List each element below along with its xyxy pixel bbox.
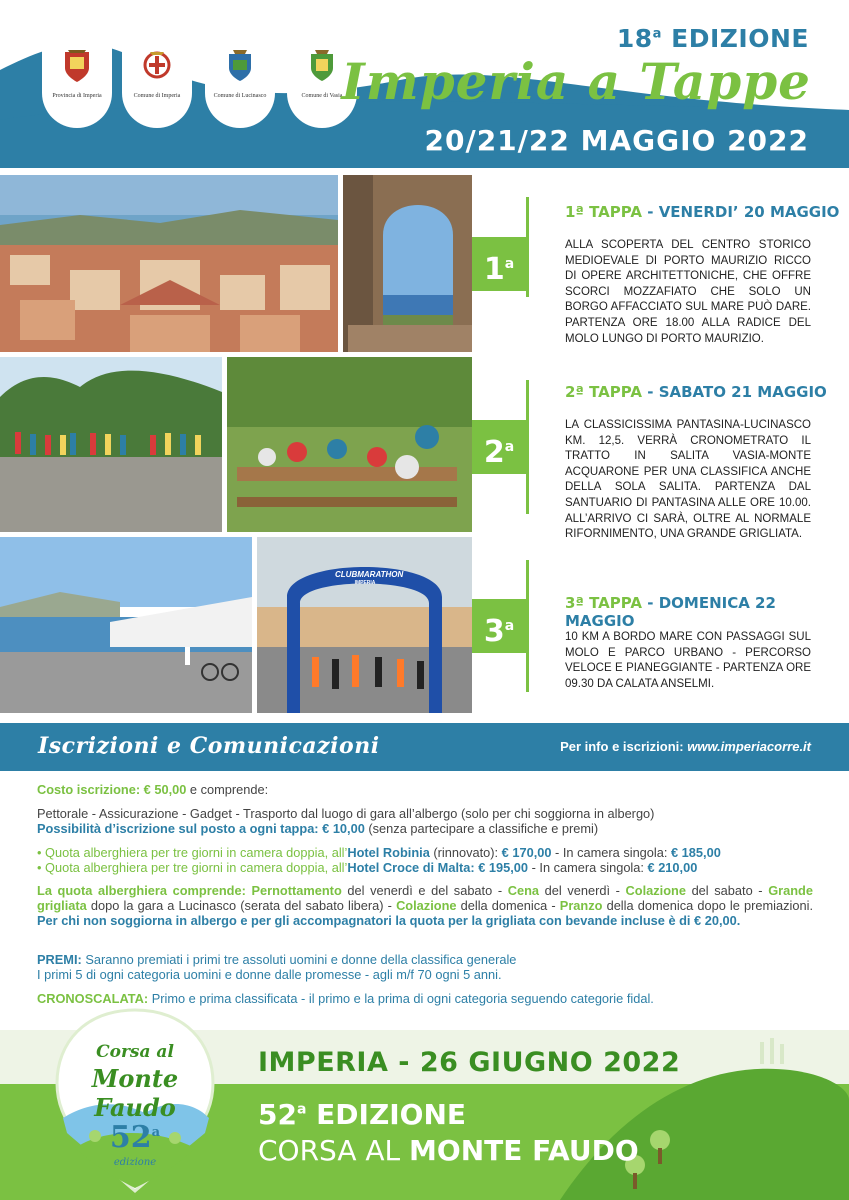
iscrizioni-title: Iscrizioni e Comunicazioni [38, 733, 380, 759]
cronoscalata-line: CRONOSCALATA: Primo e prima classificata - il primo e la prima di ogni categoria seguendo categorie fidal. [37, 991, 654, 1006]
badge-line2: Monte Faudo [91, 1064, 179, 1122]
photo-runners-group [0, 357, 222, 532]
logo-caption: Comune di Vasia [301, 93, 343, 99]
logo-provincia-imperia [42, 38, 112, 128]
badge-number: 52$^a$ [109, 1120, 161, 1155]
edition-label: 18$^a$ EDIZIONE [616, 24, 809, 53]
stage-line [526, 380, 529, 514]
crest-icon [307, 48, 337, 84]
stage-title: 3ª TAPPA - DOMENICA 22 MAGGIO [565, 594, 776, 630]
stage-description: LA CLASSICISSIMA PANTASINA-LUCINASCO KM. 12,5. VERRÀ CRONOMETRATO IL TRATTO IN SALITA VASIA-MONTE ACQUARONE PER UNA CLASSIFICA ANCHE DELLA SOLA SALITA. PARTENZA DAL SANTUARIO DI PANTASINA ALLE ORE 10.00. ALL’ARRIVO CI SARÀ, OLTRE AL NORMALE RIFORNIMENTO, UNA GRANDE GRIGLIATA. [565, 419, 811, 541]
event-title: Imperia a Tappe [341, 52, 811, 111]
info-line: Per info e iscrizioni: www.imperiacorre.it [560, 739, 811, 754]
stage-number: 1$^a$ [472, 237, 526, 291]
crest-icon [142, 48, 172, 84]
iscrizioni-bar [0, 723, 849, 771]
arch-banner-subtext: IMPERIA [354, 580, 376, 586]
stage-number: 3$^a$ [472, 599, 526, 653]
header [0, 0, 849, 168]
stage-title: 1ª TAPPA - VENERDI’ 20 MAGGIO [565, 203, 840, 221]
stage-number: 2$^a$ [472, 420, 526, 474]
badge-subtitle: edizione [113, 1157, 157, 1168]
badge-line1: Corsa al [96, 1042, 174, 1062]
logo-comune-lucinasco [205, 38, 275, 128]
hotel-block: • Quota alberghiera per tre giorni in camera doppia, all’Hotel Robinia (rinnovato): € 170,00 - In camera singola: € 185,00 • Quota alberghiera per tre giorni in camera doppia, all’Hotel Croce di Malta: € 195,00 - In camera singola: € 210,00 [37, 845, 721, 876]
footer-corsa: CORSA AL MONTE FAUDO [258, 1134, 639, 1167]
photo-porto-yacht [0, 537, 252, 713]
stage-title: 2ª TAPPA - SABATO 21 MAGGIO [565, 383, 827, 401]
crest-icon [225, 48, 255, 84]
stage-description: 10 KM A BORDO MARE CON PASSAGGI SUL MOLO E PARCO URBANO - PERCORSO VELOCE E PIANEGGIANTE - PARTENZA ORE 09.30 DA CALATA ANSELMI. [565, 631, 811, 690]
costo-line: Costo iscrizione: € 50,00 e comprende: [37, 782, 269, 797]
premi-block: PREMI: Saranno premiati i primi tre assoluti uomini e donne della classifica generale I primi 5 di ogni categoria uomini e donne dalle promesse - agli m/f 70 ogni 5 anni. [37, 952, 517, 983]
logo-caption: Comune di Lucinasco [213, 93, 267, 99]
quota-block: La quota alberghiera comprende: Pernottamento del venerdì e del sabato - Cena del venerdì - Colazione del sabato - Grande grigliata dopo la gara a Lucinasco (serata del sabato libera) - Colazione della domenica - Pranzo della domenica dopo le premiazioni. Per chi non soggiorna in albergo e per gli accompagnatori la quota per la grigliata con bevande incluse è di € 20,00. [37, 883, 814, 929]
footer-edition: 52$^a$ EDIZIONE [258, 1098, 467, 1131]
include-block: Pettorale - Assicurazione - Gadget - Trasporto dal luogo di gara all’albergo (solo per chi soggiorna in albergo) Possibilità d’iscrizione sul posto a ogni tappa: € 10,00 (senza partecipare a classifiche e premi) [37, 806, 655, 837]
stage-line [526, 560, 529, 692]
stage-line [526, 197, 529, 297]
stage-description: ALLA SCOPERTA DEL CENTRO STORICO MEDIOEVALE DI PORTO MAURIZIO RICCO DI OPERE ARCHITETTONICHE, CHE OFFRE SCORCI MOZZAFIATO CHE SOLO UN BORGO AFFACCIATO SUL MARE PUÒ DARE. PARTENZA ORE 18.00 ALLA RADICE DEL MOLO LUNGO DI PORTO MAURIZIO. [565, 239, 811, 345]
logo-caption: Comune di Imperia [133, 93, 181, 99]
photo-start-arch [257, 537, 472, 713]
photo-grigliata [227, 357, 472, 532]
website-link[interactable]: www.imperiacorre.it [687, 739, 811, 754]
logo-caption: Provincia di Imperia [52, 93, 102, 99]
logo-comune-imperia [122, 38, 192, 128]
photo-porto-maurizio [0, 175, 338, 352]
arch-banner-text: CLUBMARATHON [335, 570, 404, 579]
event-dates: 20/21/22 MAGGIO 2022 [424, 124, 809, 157]
crest-icon [62, 48, 92, 84]
footer-date: IMPERIA - 26 GIUGNO 2022 [258, 1047, 681, 1078]
photo-loggia [343, 175, 472, 352]
